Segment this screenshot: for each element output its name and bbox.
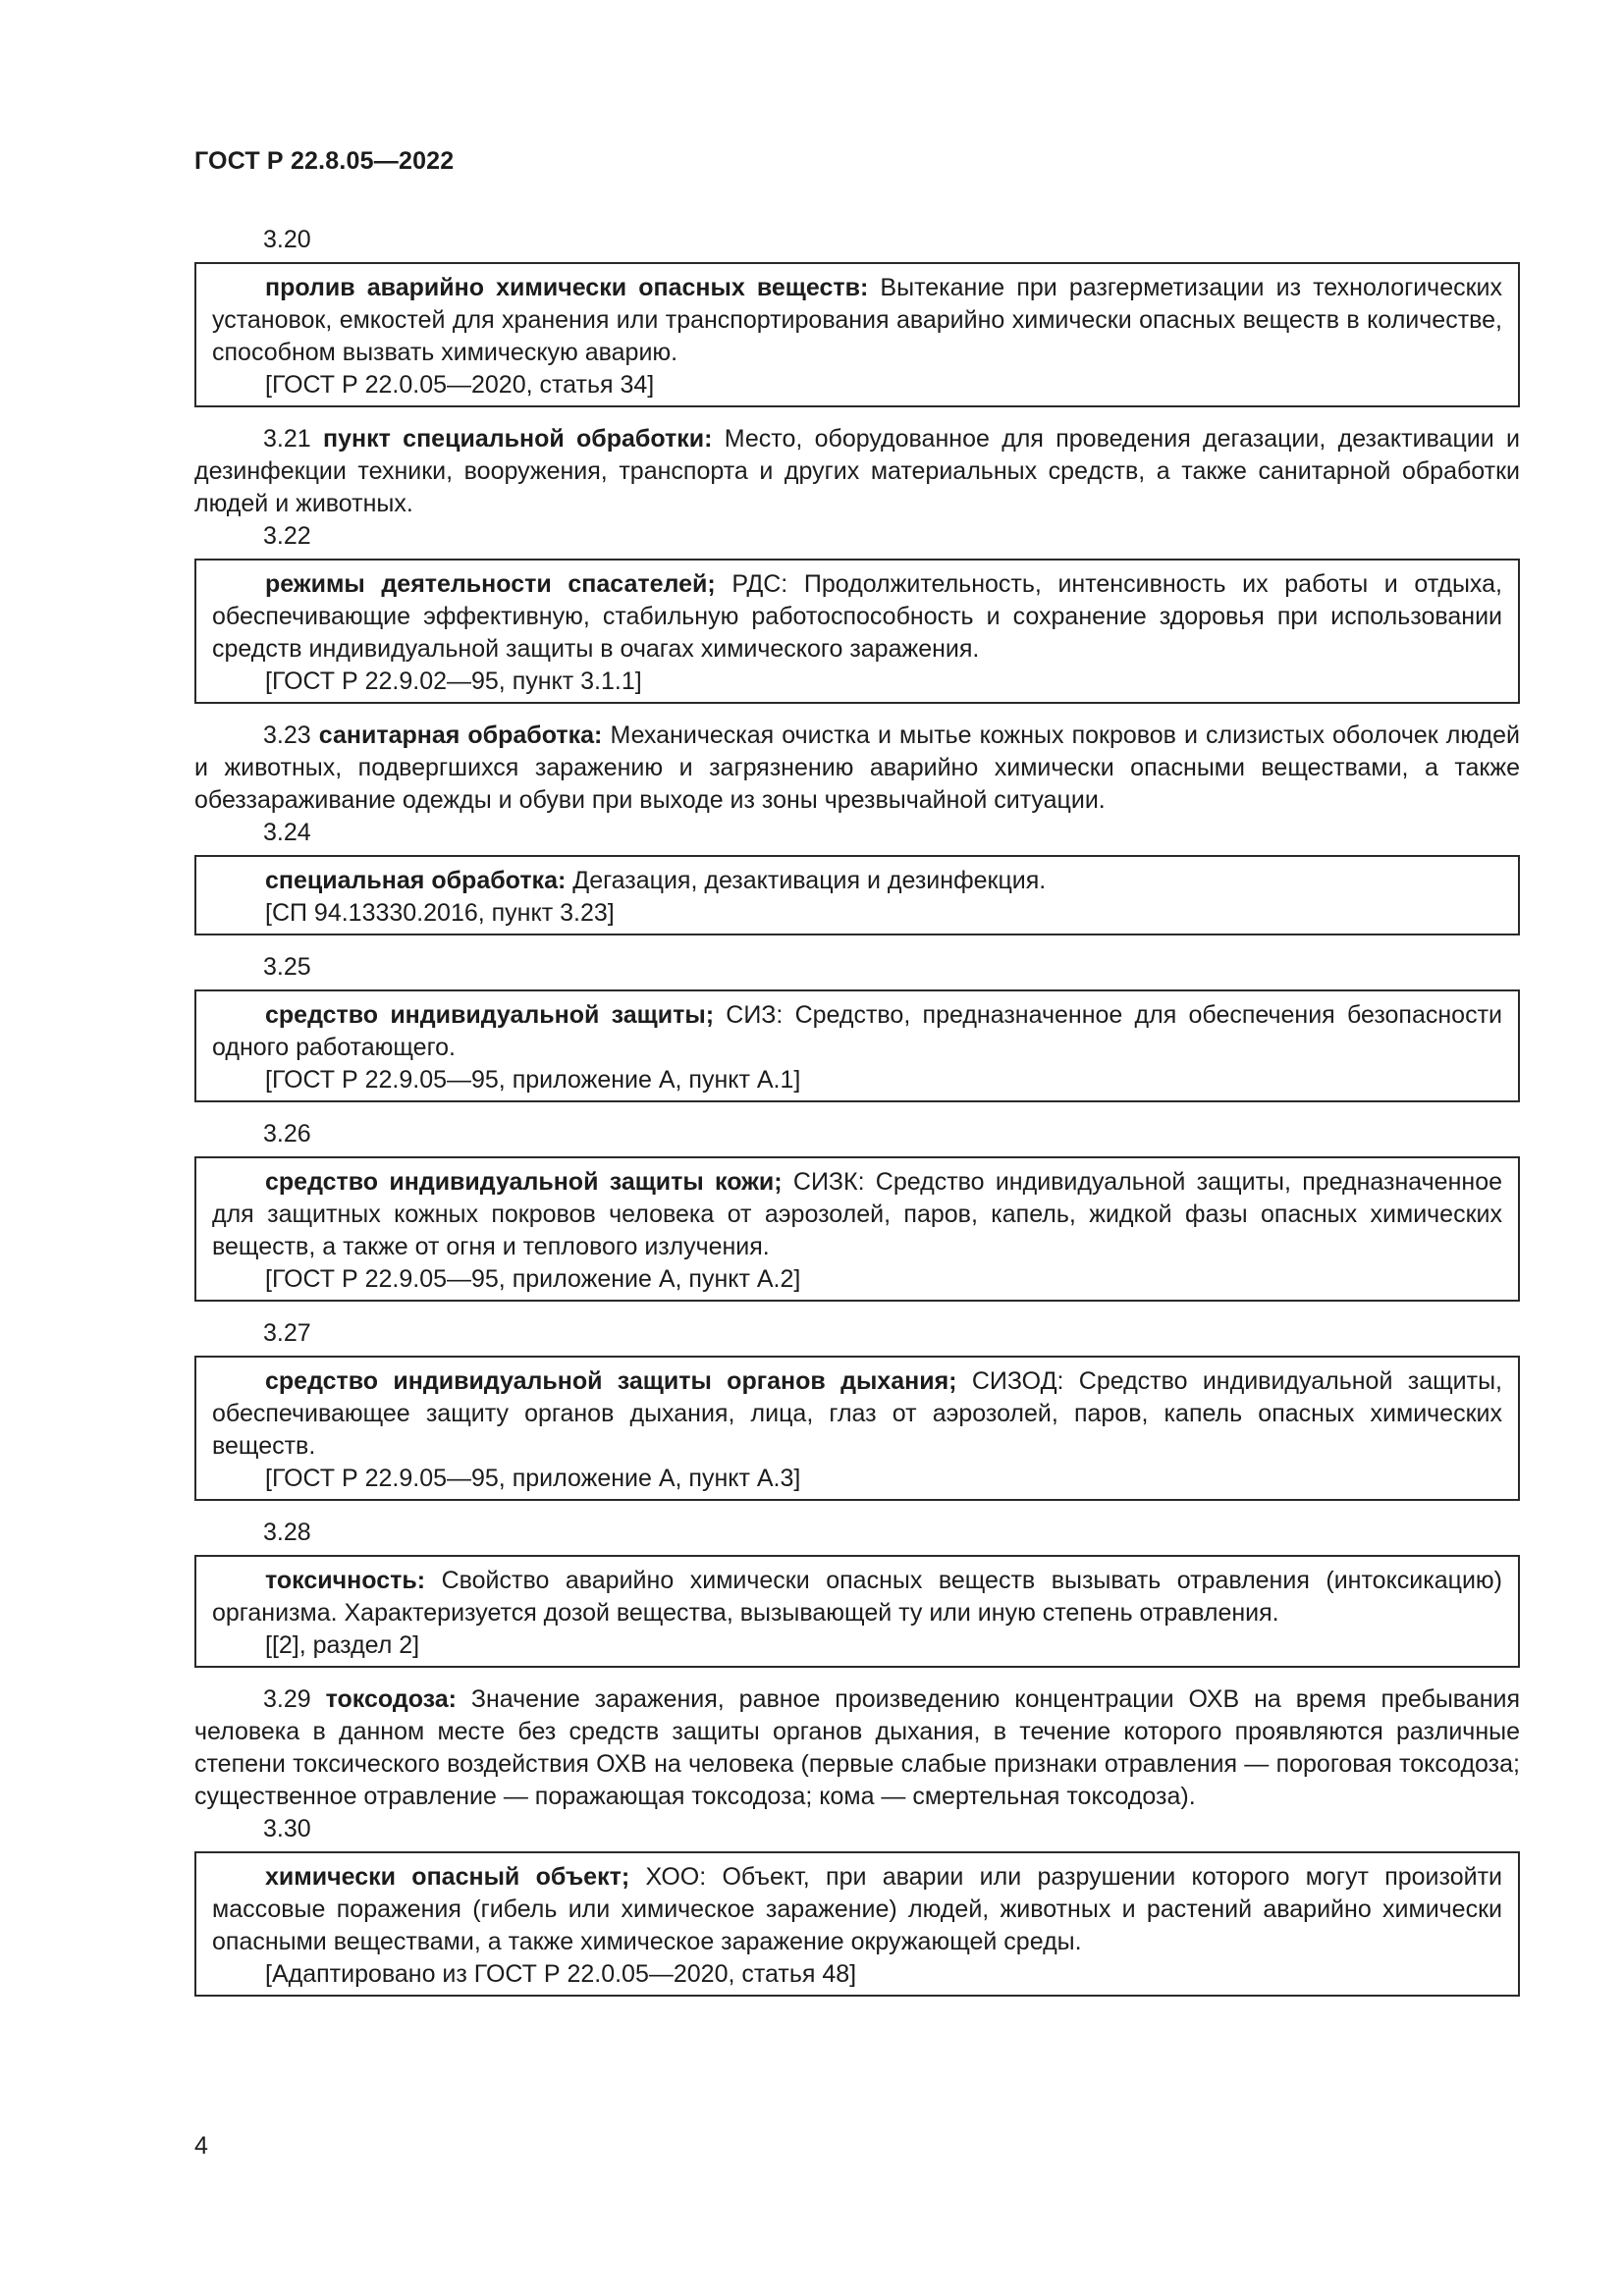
term-source: [СП 94.13330.2016, пункт 3.23] <box>265 899 615 927</box>
entry-number: 3.23 <box>263 721 311 749</box>
term-definition <box>212 1565 1502 1629</box>
term-definition <box>212 568 1502 666</box>
term-source: [ГОСТ Р 22.0.05—2020, статья 34] <box>265 371 655 399</box>
page-number: 4 <box>194 2132 208 2160</box>
term-box <box>194 559 1520 704</box>
term-name: химически опасный объект; <box>265 1863 630 1891</box>
term-text: Свойство аварийно химически опасных веществ вызывать отравления (интоксикацию) организма. Характеризуется дозой вещества, вызывающей ту или иную степень отравления. <box>212 1567 1502 1627</box>
term-paragraph <box>194 423 1520 520</box>
term-box <box>194 1156 1520 1302</box>
entry-number: 3.30 <box>263 1815 311 1842</box>
term-name: специальная обработка: <box>265 867 567 894</box>
term-name: токсодоза: <box>325 1685 457 1713</box>
term-text: Вытекание при разгерметизации из технологических установок, емкостей для хранения или транспортирования аварийно химически опасных веществ в количестве, способном вызвать химическую аварию. <box>212 274 1503 366</box>
term-text: СИЗ: Средство, предназначенное для обеспечения безопасности одного работающего. <box>212 1001 1502 1061</box>
term-definition <box>212 272 1502 369</box>
term-paragraph <box>194 1683 1520 1813</box>
document-content <box>194 224 1520 1997</box>
term-text: СИЗОД: Средство индивидуальной защиты, обеспечивающее защиту органов дыхания, лица, глаз от аэрозолей, паров, капель опасных химических веществ. <box>212 1367 1502 1460</box>
term-source: [ГОСТ Р 22.9.02—95, пункт 3.1.1] <box>265 667 642 695</box>
term-text: ХОО: Объект, при аварии или разрушении которого могут произойти массовые поражения (гибель или химическое заражение) людей, животных и растений аварийно химически опасными веществами, а также химическое заражение окружающей среды. <box>212 1863 1502 1955</box>
entry-number: 3.20 <box>263 226 311 253</box>
term-source: [[2], раздел 2] <box>265 1631 420 1659</box>
entry-number: 3.27 <box>263 1319 311 1347</box>
term-name: пролив аварийно химически опасных веществ: <box>265 274 869 301</box>
term-definition <box>212 1166 1502 1263</box>
entry-number: 3.28 <box>263 1519 311 1546</box>
term-name: средство индивидуальной защиты органов дыхания; <box>265 1367 957 1395</box>
term-name: токсичность: <box>265 1567 426 1594</box>
term-source: [ГОСТ Р 22.9.05—95, приложение А, пункт А.3] <box>265 1465 801 1492</box>
term-definition <box>212 865 1502 897</box>
term-text: СИЗК: Средство индивидуальной защиты, предназначенное для защитных кожных покровов человека от аэрозолей, паров, капель, жидкой фазы опасных химических веществ, а также от огня и теплового излучения. <box>212 1168 1503 1260</box>
term-definition <box>212 999 1502 1064</box>
entry-number: 3.29 <box>263 1685 311 1713</box>
term-text: Дегазация, дезактивация и дезинфекция. <box>566 867 1047 894</box>
term-name: средство индивидуальной защиты кожи; <box>265 1168 783 1196</box>
term-source: [ГОСТ Р 22.9.05—95, приложение А, пункт А.1] <box>265 1066 801 1094</box>
term-source: [Адаптировано из ГОСТ Р 22.0.05—2020, статья 48] <box>265 1960 857 1988</box>
term-text: РДС: Продолжительность, интенсивность их работы и отдыха, обеспечивающие эффективную, стабильную работоспособность и сохранение здоровья при использовании средств индивидуальной защиты в очагах химического заражения. <box>212 570 1502 663</box>
term-name: режимы деятельности спасателей; <box>265 570 716 598</box>
entry-number: 3.22 <box>263 522 311 550</box>
term-box <box>194 855 1520 935</box>
term-paragraph <box>194 720 1520 817</box>
term-text: Место, оборудованное для проведения дегазации, дезактивации и дезинфекции техники, вооружения, транспорта и других материальных средств, а также санитарной обработки людей и животных. <box>194 425 1520 517</box>
entry-number: 3.25 <box>263 953 311 981</box>
document-header: ГОСТ Р 22.8.05—2022 <box>194 147 455 175</box>
term-definition <box>212 1365 1502 1463</box>
term-box <box>194 1555 1520 1668</box>
term-definition <box>212 1861 1502 1958</box>
term-name: средство индивидуальной защиты; <box>265 1001 715 1029</box>
term-box <box>194 989 1520 1102</box>
term-box <box>194 262 1520 407</box>
term-box <box>194 1356 1520 1501</box>
entry-number: 3.24 <box>263 819 311 846</box>
term-box <box>194 1851 1520 1997</box>
term-name: санитарная обработка: <box>318 721 603 749</box>
entry-number: 3.26 <box>263 1120 311 1148</box>
term-text: Значение заражения, равное произведению концентрации ОХВ на время пребывания человека в данном месте без средств защиты органов дыхания, в течение которого проявляются различные степени токсического воздействия ОХВ на человека (первые слабые признаки отравления — пороговая токсодоза; существенное отравление — поражающая токсодоза; кома — смертельная токсодоза). <box>194 1685 1521 1810</box>
entry-number: 3.21 <box>263 425 311 453</box>
term-name: пункт специальной обработки: <box>323 425 713 453</box>
term-source: [ГОСТ Р 22.9.05—95, приложение А, пункт А.2] <box>265 1265 801 1293</box>
term-text: Механическая очистка и мытье кожных покровов и слизистых оболочек людей и животных, подвергшихся заражению и загрязнению аварийно химически опасными веществами, а также обеззараживание одежды и обуви при выходе из зоны чрезвычайной ситуации. <box>194 721 1521 814</box>
